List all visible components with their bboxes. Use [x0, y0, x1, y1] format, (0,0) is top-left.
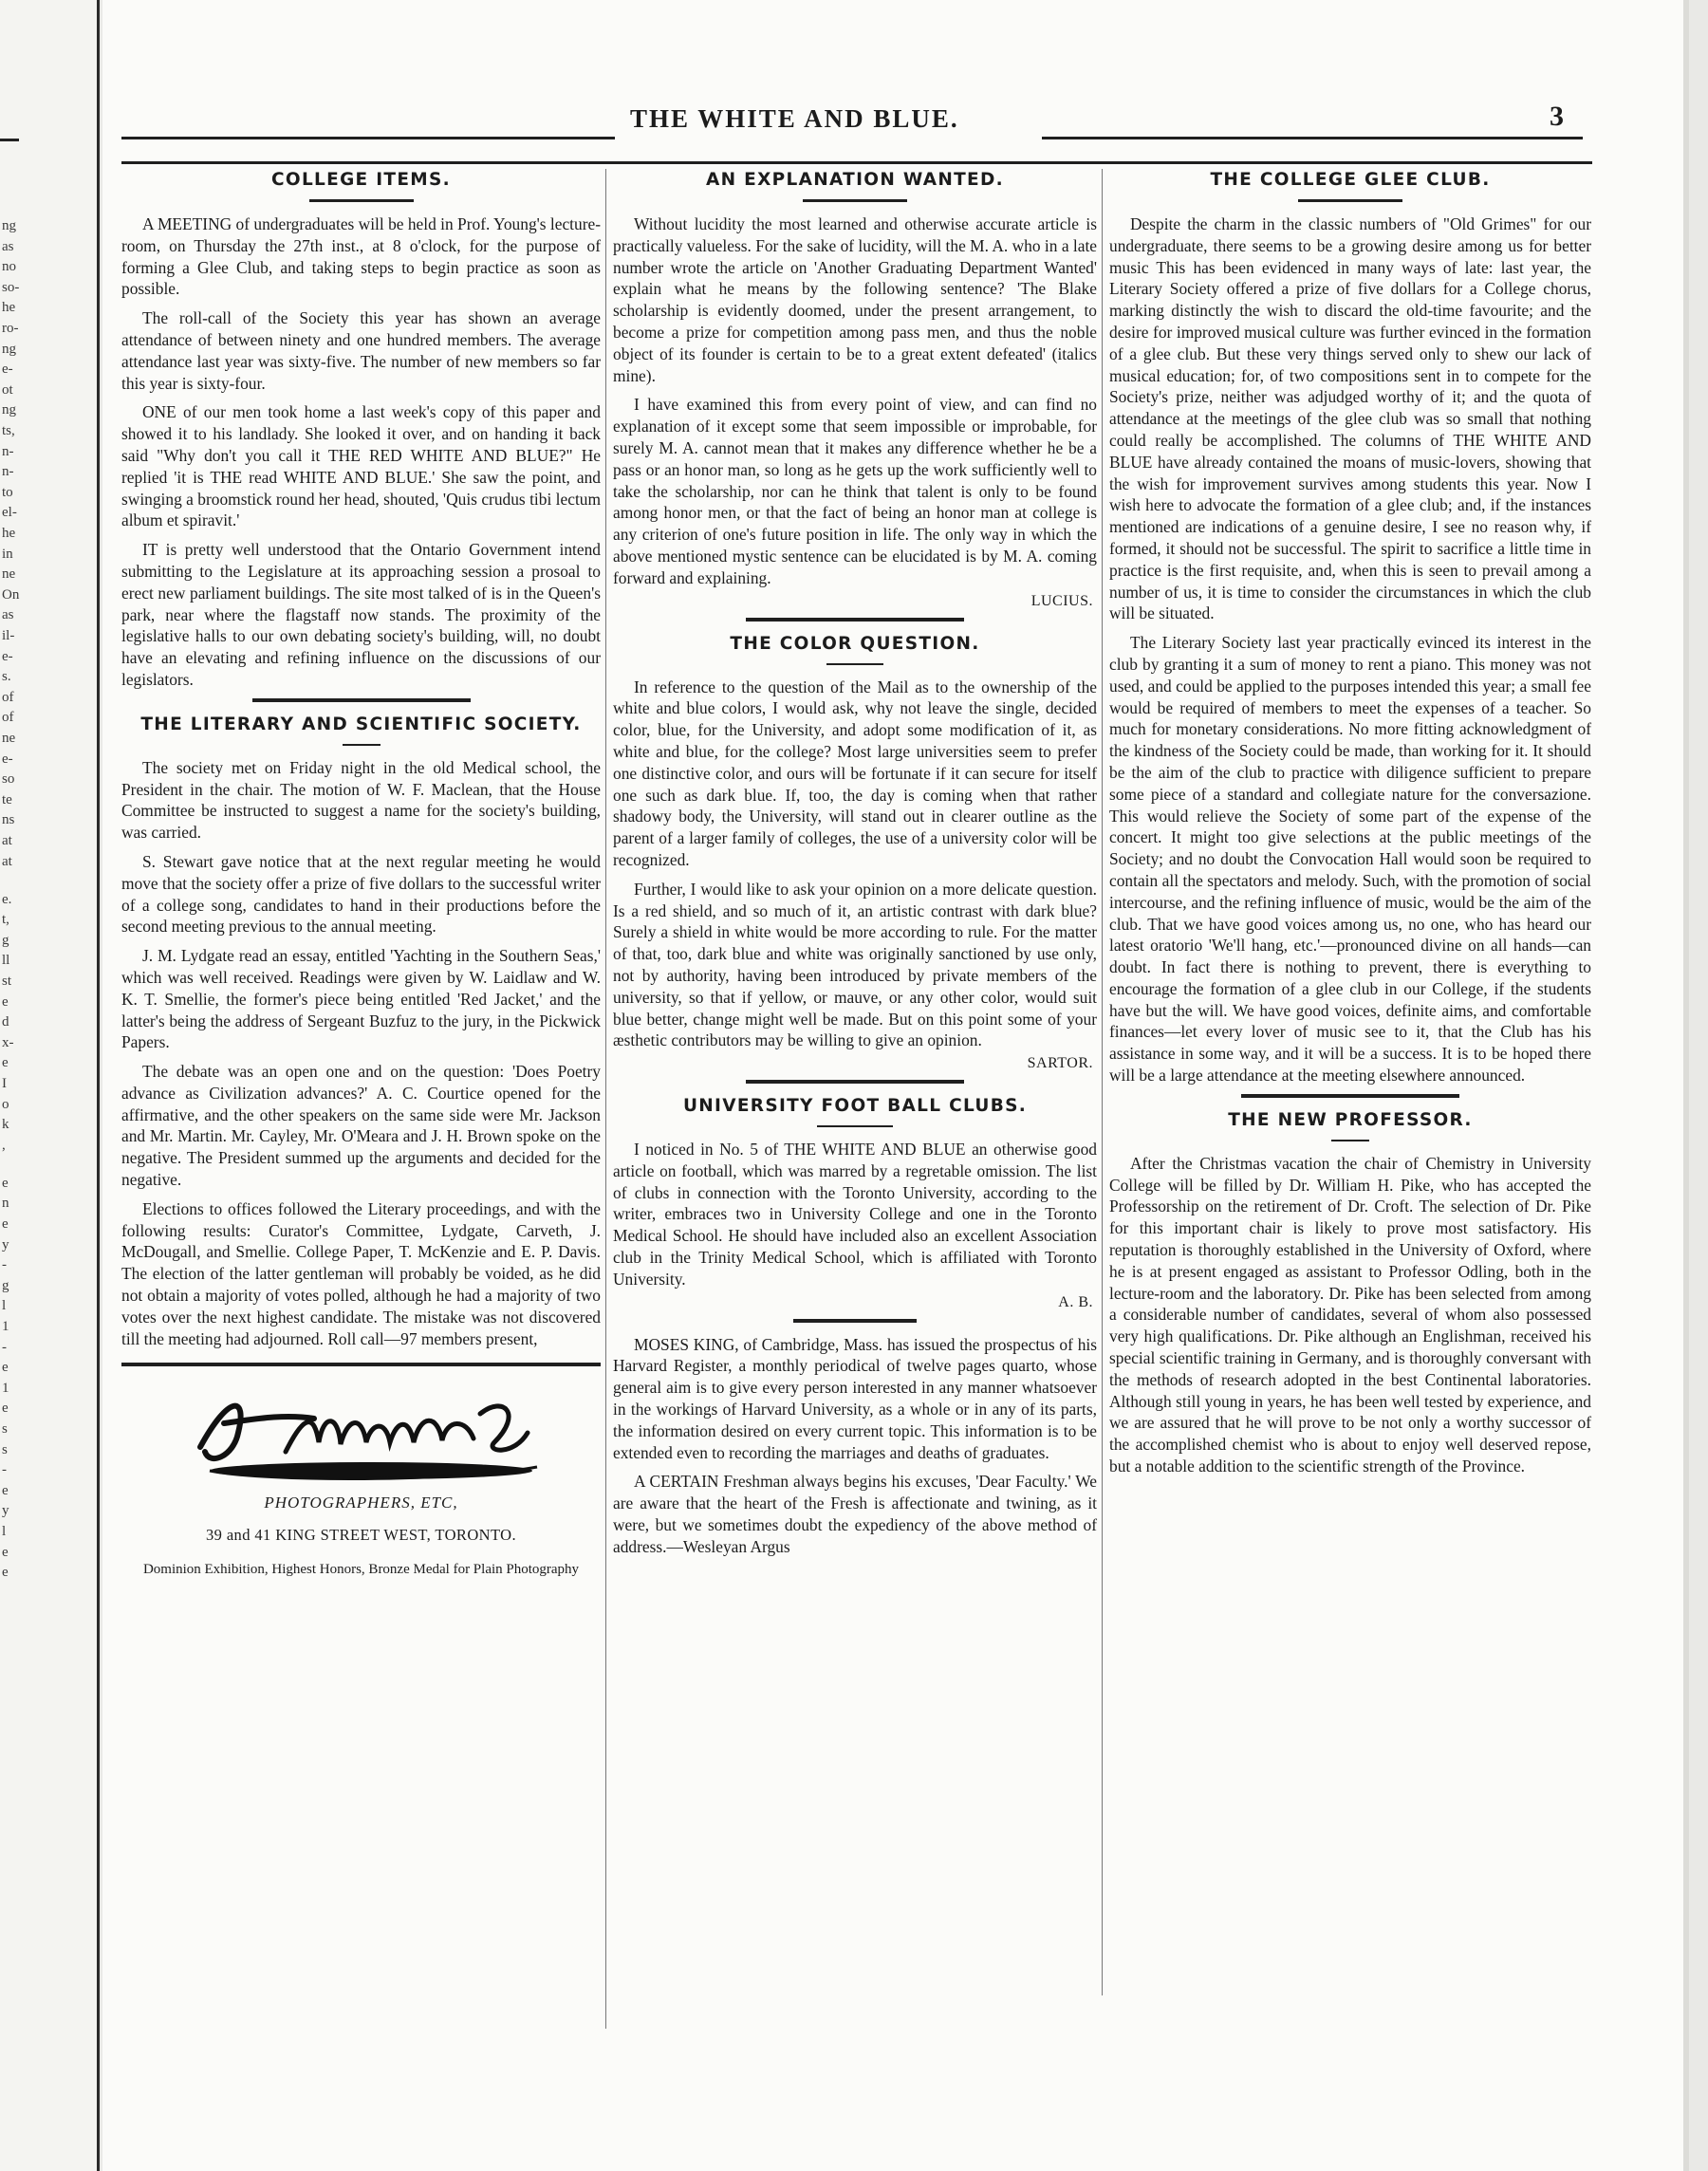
article-explanation-wanted: [613, 169, 1097, 610]
edge-text-fragment: ns: [2, 812, 15, 828]
heading-rule: [343, 744, 381, 746]
article-new-professor: [1109, 1109, 1591, 1477]
article-paragraph: I noticed in No. 5 of THE WHITE AND BLUE an otherwise good article on football, which was marred by a regretable omission. The list of clubs in connection with the Toronto University, according to the writer, embraces two in University College and one in the Toronto Medical School. He should have included also an excellent Association club in the Trinity Medical School, which is affiliated with Toronto University.: [613, 1140, 1097, 1289]
heading-rule: [817, 1125, 893, 1127]
edge-text-fragment: e: [2, 1216, 9, 1232]
column-1: [121, 169, 601, 1580]
edge-text-fragment: e: [2, 1544, 9, 1560]
edge-text-fragment: so-: [2, 279, 20, 295]
edge-text-fragment: il-: [2, 628, 15, 643]
section-divider: [1241, 1094, 1459, 1098]
edge-text-fragment: ,: [2, 1137, 6, 1153]
edge-text-fragment: as: [2, 607, 14, 623]
edge-text-fragment: x-: [2, 1034, 14, 1050]
masthead-title: THE WHITE AND BLUE.: [630, 104, 959, 133]
article-glee-club: [1109, 169, 1591, 1086]
advertisement-award: Dominion Exhibition, Highest Honors, Bronze Medal for Plain Photography: [142, 1562, 580, 1578]
edge-text-fragment: at: [2, 833, 12, 848]
edge-text-fragment: y: [2, 1503, 9, 1519]
edge-text-fragment: e: [2, 1055, 9, 1071]
article-paragraph: The debate was an open one and on the question: 'Does Poetry advance as Civilization advances?' A. C. Courtice opened for the affirmative, and the other speakers on the same side were Mr. Jackson and Mr. Martin. Mr. Cayley, Mr. O'Meara and J. H. Brown spoke on the negative. The President summed up the arguments and decided for the negative.: [121, 1062, 601, 1190]
edge-text-fragment: to: [2, 484, 13, 500]
edge-text-fragment: l: [2, 1298, 7, 1314]
edge-text-fragment: of: [2, 689, 14, 705]
article-paragraph: Elections to offices followed the Literary proceedings, and with the following results: Curator's Committee, Lydgate, Carveth, J. McDougall, and Smellie. College Paper, T. McKenzie and E. P. Davis. The election of the latter gentleman will probably be voided, as he did not obtain a majority of votes polled, although he had a majority of two votes over the next highest candidate. The mistake was not discovered till the meeting had adjourned. Roll call—97 members present,: [121, 1198, 601, 1348]
adjacent-page-edge: [0, 0, 100, 2171]
edge-text-fragment: of: [2, 710, 14, 726]
edge-text-fragment: d: [2, 1014, 9, 1030]
advertisement-address: 39 and 41 KING STREET WEST, TORONTO.: [206, 1526, 516, 1545]
article-paragraph: The roll-call of the Society this year has shown an average attendance of between ninety and one hundred members. The average attendance last year was sixty-five. The number of new members so far this year is sixty-four.: [121, 308, 601, 393]
signature-sartor: SARTOR.: [1027, 1055, 1093, 1072]
edge-text-fragment: ne: [2, 566, 16, 583]
page-right-edge: [1683, 0, 1689, 2171]
edge-text-fragment: ot: [2, 381, 13, 398]
article-paragraph: ONE of our men took home a last week's copy of this paper and showed it to his landlady. She looked it over, and on handing it back said "Why don't you call it THE RED WHITE AND BLUE?" He replied 'it is THE read WHITE AND BLUE.' She saw the point, and swinging a broomstick round her head, shouted, 'Quis crudus tibi lectum album et spiravit.': [121, 402, 601, 530]
edge-text-fragment: e-: [2, 648, 13, 664]
column-separator-1: [605, 169, 606, 2029]
edge-text-fragment: so: [2, 771, 15, 788]
edge-text-fragment: y: [2, 1236, 9, 1252]
edge-text-fragment: 1: [2, 1319, 9, 1334]
edge-text-fragment: I: [2, 1076, 7, 1091]
edge-text-fragment: s.: [2, 669, 11, 685]
masthead-rule-left: [121, 137, 615, 139]
article-paragraph: A CERTAIN Freshman always begins his excuses, 'Dear Faculty.' We are aware that the heart of the Fresh is affectionate and twining, as it were, but we sometimes doubt the expediency of the above method of address.—Wesleyan Argus: [613, 1472, 1097, 1556]
edge-text-fragment: st: [2, 974, 12, 989]
edge-text-fragment: no: [2, 259, 16, 275]
edge-text-fragment: -: [2, 1339, 7, 1355]
heading-rule: [1298, 199, 1402, 202]
newspaper-page: [102, 0, 1689, 2171]
article-paragraph: IT is pretty well understood that the Ontario Government intend submitting to the Legislature at its approaching session a prosoal to erect new parliament buildings. The site most talked of is in the Queen's park, near where the flagstaff now stands. The proximity of the legislative halls to our own debating society's building, will, no doubt have an elevating and refining influence on the discussions of our legislators.: [121, 540, 601, 689]
column-separator-2: [1102, 169, 1103, 1995]
section-divider: [793, 1319, 917, 1323]
signature-lucius: LUCIUS.: [1030, 592, 1093, 609]
article-paragraph: The Literary Society last year practically evinced its interest in the club by granting it a sum of money to rent a piano. This money was not used, and could be applied to the purposes intended this year; a small fee would be required of members to meet the expenses of a teacher. So much for monetary considerations. No more fitting acknowledgment of the kindness of the Society could be made, than working for it. It should be the aim of the club to practice with diligence sufficient to prepare some piece of a standard and collegiate nature for the conversazione. This would relieve the Society of some part of the expense of the concert. It might too give selections at the public meetings of the Society; and no doubt the Convocation Hall would soon be required to contain all the spectators and melody. Such, with the promotion of social intercourse, and the refining influence of music, would be the aim of the club. That we have good voices among us, no one, who has heard our latest oratorio 'We'll hang, etc.'—pronounced divine on all hands—can doubt. In fact there is nothing to prevent, there is everything to encourage the formation of a glee club in our College, if the students have but the will. We have good voices, definite aims, and comfortable finances—let every lover of music see to it, that the Club has his assistance in some way, and it will be a success. It is to be hoped there will be a large attendance at the meeting elsewhere announced.: [1109, 633, 1591, 1086]
edge-text-fragment: t,: [2, 912, 9, 928]
article-color-question: [613, 633, 1097, 1073]
edge-text-fragment: e: [2, 1360, 9, 1376]
edge-text-fragment: k: [2, 1117, 9, 1133]
article-paragraph: After the Christmas vacation the chair of Chemistry in University College will be filled by Dr. William H. Pike, who has accepted the Professorship on the retirement of Dr. Croft. The selection of Dr. Pike for this important chair is likely to prove most satisfactory. His reputation is thoroughly established in the University of Oxford, where he is at present engaged as assistant to Professor Odling, both in the lecture-room and the laboratory. Dr. Pike has been selected from among a considerable number of candidates, several of whom also possessed very high qualifications. Dr. Pike although an Englishman, received his special scientific training in Germany, and is thoroughly conversant with the methods of research adopted in the best Continental laboratories. Although still young in years, he has been well tested by experience, and we are assured that he will prove to be not only a worthy successor of the accomplished chemist who is about to enjoy well deserved repose, but a notable addition to the scientific strength of the Province.: [1109, 1153, 1591, 1476]
advertisement-subtitle: PHOTOGRAPHERS, ETC,: [264, 1494, 458, 1512]
heading-literary-society: THE LITERARY AND SCIENTIFIC SOCIETY.: [140, 714, 582, 734]
edge-text-fragment: e: [2, 993, 9, 1010]
article-paragraph: A MEETING of undergraduates will be held in Prof. Young's lecture-room, on Thursday the 27th inst., at 8 o'clock, for the purpose of forming a Glee Club, and taking steps to begin practice as soon as possible.: [121, 214, 601, 299]
edge-text-fragment: he: [2, 300, 16, 316]
advertisement-rule: [121, 1363, 601, 1366]
edge-text-fragment: ro-: [2, 321, 19, 336]
edge-text-fragment: e-: [2, 362, 13, 378]
edge-text-fragment: n-: [2, 443, 14, 459]
article-paragraph: Further, I would like to ask your opinion on a more delicate question. Is a red shield, and so much of it, an artistic contrast with dark blue? Surely a shield in white would be more according to rule. For the matter of that, too, dark blue and white was originally sanctioned by use only, not by authority, having been introduced by private members of the university, so that if yellow, or mauve, or any other color, would suit blue better, change might well be made. But on this point some of your æsthetic contributors may be willing to give an opinion.: [613, 879, 1097, 1050]
masthead-rule-right: [1042, 137, 1583, 139]
section-divider: [746, 1080, 964, 1084]
edge-text-fragment: he: [2, 526, 16, 541]
heading-rule: [309, 199, 414, 202]
article-paragraph: J. M. Lydgate read an essay, entitled 'Yachting in the Southern Seas,' which was well received. Readings were given by W. Laidlaw and W. K. T. Smellie, the former's piece being entitled 'Red Jacket,' and the latter's being the address of Sergeant Buzfuz to the jury, in the Pickwick Papers.: [121, 946, 601, 1052]
edge-text-fragment: te: [2, 791, 12, 807]
article-paragraph: In reference to the question of the Mail as to the ownership of the white and blue colors, I would ask, why not leave the single, decided color, blue, for the University, and adopt some modification of it, as white and blue, for the college? Most large universities seem to prefer one distinctive color, and ours will be fortunate if it can secure for itself one such as dark blue. If, too, the day is coming when that rather shadowy body, the University, will stand out in clearer outline as the parent of a larger family of colleges, the use of a university color will be recognized.: [613, 677, 1097, 869]
edge-text-fragment: el-: [2, 505, 17, 521]
signature-ab: A. B.: [1058, 1293, 1093, 1310]
edge-text-fragment: s: [2, 1441, 8, 1457]
article-foot-ball-clubs: [613, 1095, 1097, 1311]
section-divider: [252, 698, 471, 702]
edge-text-fragment: s: [2, 1421, 8, 1437]
edge-text-fragment: e: [2, 1175, 9, 1191]
edge-rule: [0, 139, 19, 141]
heading-college-items: COLLEGE ITEMS.: [271, 170, 451, 190]
article-paragraph: I have examined this from every point of view, and can find no explanation of it except some that seem impossible or improbable, for surely M. A. cannot mean that it makes any difference whether he be a pass or an honor man, so long as he gets up the work sufficiently well to take the scholarship, nor can he think that talent is only to be found among honor men, or that the fact of being an honor man at college is any criterion of one's future position in life. The only way in which the above mentioned mystic sentence can be elucidated is by M. A. coming forward and explaining.: [613, 395, 1097, 587]
heading-foot-ball-clubs: UNIVERSITY FOOT BALL CLUBS.: [682, 1096, 1028, 1117]
edge-text-fragment: ll: [2, 953, 10, 969]
edge-text-fragment: -: [2, 1462, 7, 1478]
article-paragraph: MOSES KING, of Cambridge, Mass. has issued the prospectus of his Harvard Register, a monthly periodical of twelve pages quarto, whose general aim is to give every person interested in any manner whatsoever in the workings of Harvard University, as a whole or in any of its parts, the information desired on every current topic. This information is to be extended even to recording the marriages and deaths of graduates.: [613, 1334, 1097, 1462]
article-college-items: [121, 169, 601, 691]
heading-rule: [1331, 1140, 1369, 1141]
edge-text-fragment: e.: [2, 891, 12, 907]
heading-color-question: THE COLOR QUESTION.: [730, 633, 980, 654]
edge-text-fragment: ng: [2, 218, 16, 233]
edge-text-fragment: in: [2, 546, 13, 562]
edge-text-fragment: at: [2, 853, 12, 869]
edge-text-fragment: e: [2, 1401, 9, 1417]
edge-text-fragment: -: [2, 1257, 7, 1273]
edge-text-fragment: n-: [2, 464, 14, 480]
edge-text-fragment: n: [2, 1196, 9, 1212]
page-number: 3: [1550, 101, 1564, 132]
edge-text-fragment: ts,: [2, 423, 15, 438]
column-3: [1109, 169, 1591, 1485]
article-paragraph: Despite the charm in the classic numbers of "Old Grimes" for our undergraduate, there seems to be a growing desire among us for better music This has been evidenced in many ways of late: last year, the Literary Society offered a prize of five dollars for a College chorus, marking distinctly the wish to discard the old-time favourite; and the desire for improved musical culture was further evinced in the formation of a glee club. But these very things served only to shew our lack of musical education; for, of two compositions sent in to compete for the Society's prize, neither was adjudged worthy of it; and the quota of attendance at the meetings of the glee club was so small that nothing could really be accomplished. The columns of THE WHITE AND BLUE have already contained the moans of music-lovers, showing that the wish for improvement survives among students this year. Now I wish here to advocate the formation of a glee club; and, if the instances mentioned are indications of a genuine desire, I see no reason why, if formed, it should not be successful. The spirit to sacrifice a little time in practice is the first requisite, and, when this is seen to prevail among a number of us, it is time to consider the circumstances in which the club will be situated.: [1109, 214, 1591, 623]
edge-text-fragment: ne: [2, 731, 16, 746]
masthead-full-rule: [121, 161, 1592, 164]
article-paragraph: S. Stewart gave notice that at the next regular meeting he would move that the society offer a prize of five dollars to the successful writer of a college song, candidates to hand in their productions before the second meeting previous to the annual meeting.: [121, 851, 601, 937]
edge-text-fragment: 1: [2, 1380, 9, 1396]
heading-explanation-wanted: AN EXPLANATION WANTED.: [706, 170, 1004, 190]
edge-text-fragment: ng: [2, 402, 16, 418]
masthead: [102, 97, 1708, 135]
heading-new-professor: THE NEW PROFESSOR.: [1228, 1109, 1473, 1130]
edge-text-fragment: e-: [2, 751, 13, 767]
article-moses-king: [613, 1334, 1097, 1558]
edge-text-fragment: o: [2, 1096, 9, 1112]
notman-signature-logo: [172, 1376, 551, 1490]
heading-glee-club: THE COLLEGE GLEE CLUB.: [1210, 170, 1491, 190]
edge-text-fragment: e: [2, 1565, 9, 1581]
section-divider: [746, 618, 964, 622]
article-literary-society: [121, 714, 601, 1350]
edge-text-fragment: as: [2, 238, 14, 254]
edge-text-fragment: l: [2, 1524, 7, 1539]
edge-text-fragment: g: [2, 1277, 9, 1293]
edge-text-fragment: On: [2, 586, 20, 603]
edge-text-fragment: e: [2, 1482, 9, 1498]
column-2: [613, 169, 1097, 1566]
edge-text-fragment: ng: [2, 341, 16, 357]
edge-text-fragment: g: [2, 932, 9, 948]
heading-rule: [803, 199, 907, 202]
heading-rule: [826, 663, 883, 665]
article-paragraph: The society met on Friday night in the old Medical school, the President in the chair. The motion of W. F. Maclean, that the House Committee be instructed to suggest a name for the society's building, was carried.: [121, 757, 601, 843]
article-paragraph: Without lucidity the most learned and otherwise accurate article is practically valueless. For the sake of lucidity, will the M. A. who in a late number wrote the article on 'Another Graduating Department Wanted' explain what he means by the following sentence? 'The Blake scholarship is evidently doomed, under the present arrangement, to become a prize for competition among pass men, and thus the noble object of its founder is certain to be to a great extent defeated' (italics mine).: [613, 214, 1097, 385]
advertisement-notman: [121, 1376, 601, 1580]
